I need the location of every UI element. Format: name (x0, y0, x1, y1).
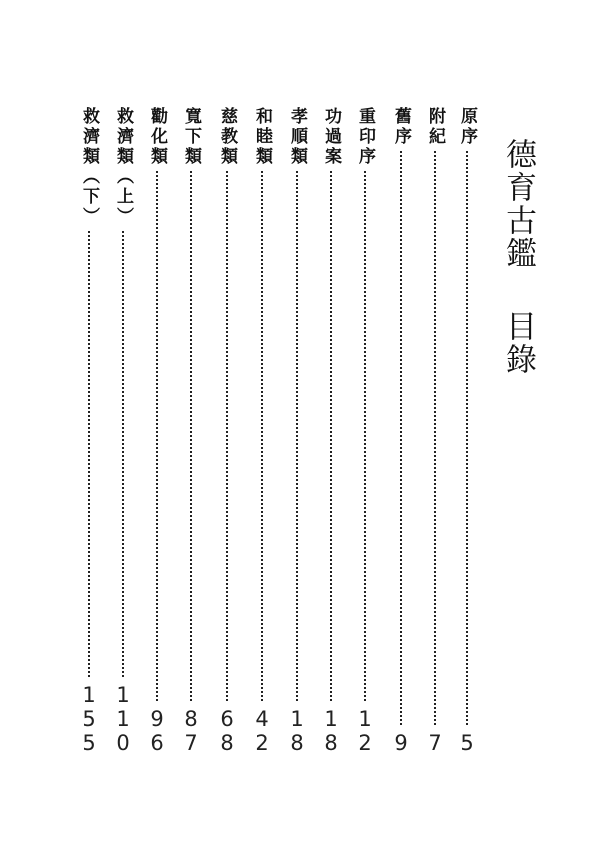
toc-entry-leader (190, 171, 192, 701)
toc-entry-leader (330, 171, 332, 701)
toc-entry-title: 附紀 (425, 107, 445, 147)
toc-entry-page: 8 7 (184, 707, 198, 755)
toc-entry-title: 救濟類（下） (79, 107, 99, 227)
toc-entry-leader (434, 151, 436, 725)
toc-entry-title: 功過案 (321, 107, 341, 167)
toc-entry-title: 慈教類 (217, 107, 237, 167)
toc-entry-title: 寬下類 (181, 107, 201, 167)
toc-entry-title: 勸化類 (147, 107, 167, 167)
toc-entry-page: 1 1 0 (116, 683, 130, 755)
toc-entry-leader (466, 151, 468, 725)
book-title-main: 德育古鑑 (500, 138, 536, 270)
toc-entry-page: 1 8 (324, 707, 338, 755)
toc-entry (143, 107, 171, 757)
toc-entry-title: 孝順類 (287, 107, 307, 167)
toc-entry-title: 救濟類（上） (113, 107, 133, 227)
toc-entry-title: 重印序 (355, 107, 375, 167)
toc-entry-leader (296, 171, 298, 701)
toc-entry-leader (261, 171, 263, 701)
toc-entry (421, 107, 449, 757)
toc-entry (351, 107, 379, 757)
toc-entry-page: 1 5 5 (82, 683, 96, 755)
toc-entry-page: 9 6 (150, 707, 164, 755)
toc-entry-title: 舊序 (391, 107, 411, 147)
toc-entry-leader (226, 171, 228, 701)
toc-entry-page: 4 2 (255, 707, 269, 755)
book-title (498, 138, 538, 376)
toc-entry-page: 5 (460, 731, 474, 755)
toc-entry-page: 1 8 (290, 707, 304, 755)
toc-entry-page: 9 (394, 731, 408, 755)
toc-entry (283, 107, 311, 757)
toc-entry (213, 107, 241, 757)
book-title-sub: 目錄 (500, 310, 536, 376)
toc-entry (177, 107, 205, 757)
toc-entry (75, 107, 103, 757)
toc-entry-page: 1 2 (358, 707, 372, 755)
toc-entry-leader (156, 171, 158, 701)
toc-entry-leader (400, 151, 402, 725)
toc-entry (248, 107, 276, 757)
toc-entry-leader (364, 171, 366, 701)
toc-entry (387, 107, 415, 757)
toc-entry-title: 原序 (457, 107, 477, 147)
toc-entry (317, 107, 345, 757)
toc-entry-leader (88, 231, 90, 677)
toc-entry-page: 7 (428, 731, 442, 755)
toc-entry-title: 和睦類 (252, 107, 272, 167)
toc-entry-page: 6 8 (220, 707, 234, 755)
toc-entry (109, 107, 137, 757)
toc-entry-leader (122, 231, 124, 677)
toc-entry (453, 107, 481, 757)
